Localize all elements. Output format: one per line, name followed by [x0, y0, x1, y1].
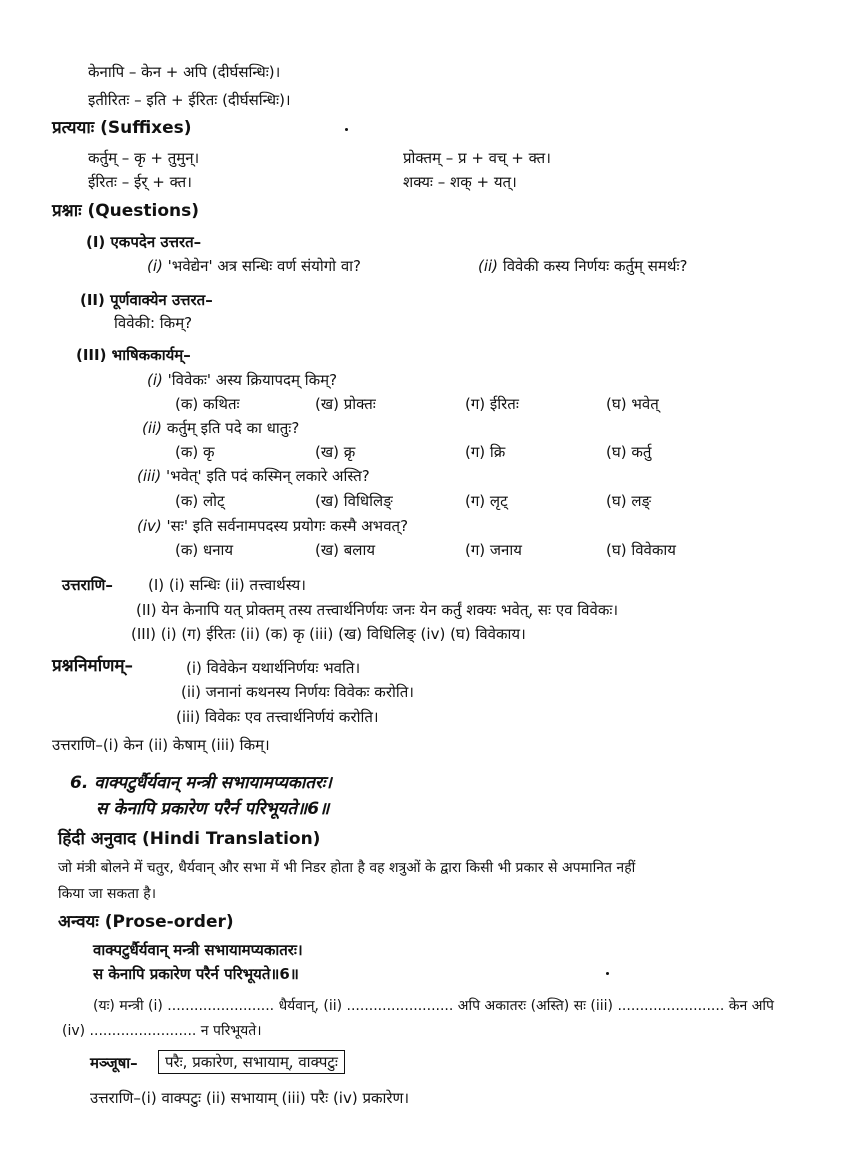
- q3-item-3: (iii) 'भवेत्' इति पदं कस्मिन् लकारे अस्ति?: [137, 467, 370, 485]
- verse-line-1: 6. वाक्पटुर्धैर्यवान् मन्त्री सभायामप्यकातरः।: [70, 773, 332, 793]
- q3-item-2-option-b: (ख) क्रृ: [315, 443, 356, 461]
- q3-item-1: (i) 'विवेकः' अस्य क्रियापदम् किम्?: [147, 371, 338, 389]
- q3-item-3-option-a: (क) लोट्: [175, 492, 225, 510]
- q3-title: (III) भाषिककार्यम्–: [76, 346, 191, 364]
- question-formation-line-1: (i) विवेकेन यथार्थनिर्णयः भवति।: [186, 659, 361, 677]
- q3-item-2-option-d: (घ) कर्तु: [606, 443, 652, 461]
- answers-line-2: (II) येन केनापि यत् प्रोक्तम् तस्य तत्त्वार्थनिर्णयः जनः येन कर्तुं शक्यः भवेत्, सः एव विवेकः।: [136, 601, 619, 619]
- q3-item-2-option-c: (ग) क्रि: [465, 443, 506, 461]
- q3-item-1-option-b: (ख) प्रोक्तः: [315, 395, 376, 413]
- suffix-kartum: कर्तुम् – कृ + तुमुन्।: [88, 149, 200, 167]
- suffix-proktam: प्रोक्तम् – प्र + वच् + क्त।: [403, 149, 551, 167]
- q3-item-2-option-a: (क) कृ: [175, 443, 215, 461]
- answers-line-3: (III) (i) (ग) ईरितः (ii) (क) कृ (iii) (ख) विधिलिङ् (iv) (घ) विवेकाय।: [131, 625, 526, 643]
- translation-line-2: किया जा सकता है।: [58, 886, 157, 902]
- q3-item-3-option-d: (घ) लङ्: [606, 492, 652, 510]
- q3-item-4-option-d: (घ) विवेकाय: [606, 541, 677, 559]
- question-formation-line-3: (iii) विवेकः एव तत्त्वार्थनिर्णयं करोति।: [176, 708, 379, 726]
- q3-item-4-option-a: (क) धनाय: [175, 541, 234, 559]
- q3-item-2: (ii) कर्तुम् इति पदे का धातुः?: [142, 419, 300, 437]
- q1-title: (I) एकपदेन उत्तरत–: [86, 233, 202, 251]
- prose-order-verse-2: स केनापि प्रकारेण परैर्न परिभूयते॥6॥: [93, 965, 299, 983]
- q3-item-4-option-c: (ग) जनाय: [465, 541, 522, 559]
- answers-line-1: (I) (i) सन्धिः (ii) तत्त्वार्थस्य।: [148, 576, 306, 594]
- sandhi-line-1: केनापि – केन + अपि (दीर्घसन्धिः)।: [88, 63, 281, 81]
- questions-heading: प्रश्नाः (Questions): [52, 201, 200, 221]
- stray-dot: [345, 128, 348, 131]
- q2-text: विवेकी: किम्?: [114, 314, 193, 332]
- translation-heading: हिंदी अनुवाद (Hindi Translation): [58, 829, 321, 849]
- q2-title: (II) पूर्णवाक्येन उत्तरत–: [80, 291, 213, 309]
- prose-order-fill-2: (iv) ........................ न परिभूयते।: [62, 1023, 262, 1039]
- translation-line-1: जो मंत्री बोलने में चतुर, धैर्यवान् और सभा में भी निडर होता है वह शत्रुओं के द्वारा किसी भी प्रकार से अपमानित नहीं: [58, 860, 636, 876]
- q3-item-3-option-c: (ग) लृट्: [465, 492, 508, 510]
- question-formation-label: प्रश्ननिर्माणम्–: [52, 656, 134, 676]
- q3-item-1-option-a: (क) कथितः: [175, 395, 240, 413]
- q3-item-4: (iv) 'सः' इति सर्वनामपदस्य प्रयोगः कस्मै अभवत्?: [137, 517, 409, 535]
- answers-3: उत्तराणि–(i) वाक्पटुः (ii) सभायाम् (iii) परैः (iv) प्रकारेण।: [90, 1089, 410, 1107]
- answers-label: उत्तराणि–: [62, 576, 113, 594]
- q1-b: (ii) विवेकी कस्य निर्णयः कर्तुम् समर्थः?: [478, 257, 688, 275]
- q3-item-1-option-c: (ग) ईरितः: [465, 395, 519, 413]
- suffix-iritah: ईरितः – ईर् + क्त।: [88, 173, 192, 191]
- q3-item-3-option-b: (ख) विधिलिङ्: [315, 492, 393, 510]
- suffixes-heading: प्रत्ययाः (Suffixes): [52, 118, 192, 138]
- verse-line-2: स केनापि प्रकारेण परैर्न परिभूयते॥6॥: [96, 799, 330, 819]
- q3-item-4-option-b: (ख) बलाय: [315, 541, 376, 559]
- prose-order-heading: अन्वयः (Prose-order): [58, 912, 234, 932]
- answers-2: उत्तराणि–(i) केन (ii) केषाम् (iii) किम्।: [52, 736, 270, 754]
- q3-item-1-option-d: (घ) भवेत्: [606, 395, 659, 413]
- stray-dot-2: [606, 972, 609, 975]
- question-formation-line-2: (ii) जनानां कथनस्य निर्णयः विवेकः करोति।: [181, 683, 414, 701]
- sandhi-line-2: इतीरितः – इति + ईरितः (दीर्घसन्धिः)।: [88, 91, 291, 109]
- manjusha-label: मञ्जूषा–: [90, 1054, 138, 1072]
- suffix-shakyah: शक्यः – शक् + यत्।: [403, 173, 517, 191]
- prose-order-verse-1: वाक्पटुर्धैर्यवान् मन्त्री सभायामप्यकातरः।: [93, 941, 303, 959]
- q1-a: (i) 'भवेद्येन' अत्र सन्धिः वर्ण संयोगो वा?: [147, 257, 362, 275]
- manjusha-word-box: परैः, प्रकारेण, सभायाम्, वाक्पटुः: [158, 1050, 345, 1074]
- prose-order-fill-1: (यः) मन्त्री (i) ........................ धैर्यवान्, (ii) ........................ अपि अकातरः (अस्ति) सः (iii) ........................ केन अपि: [93, 998, 774, 1014]
